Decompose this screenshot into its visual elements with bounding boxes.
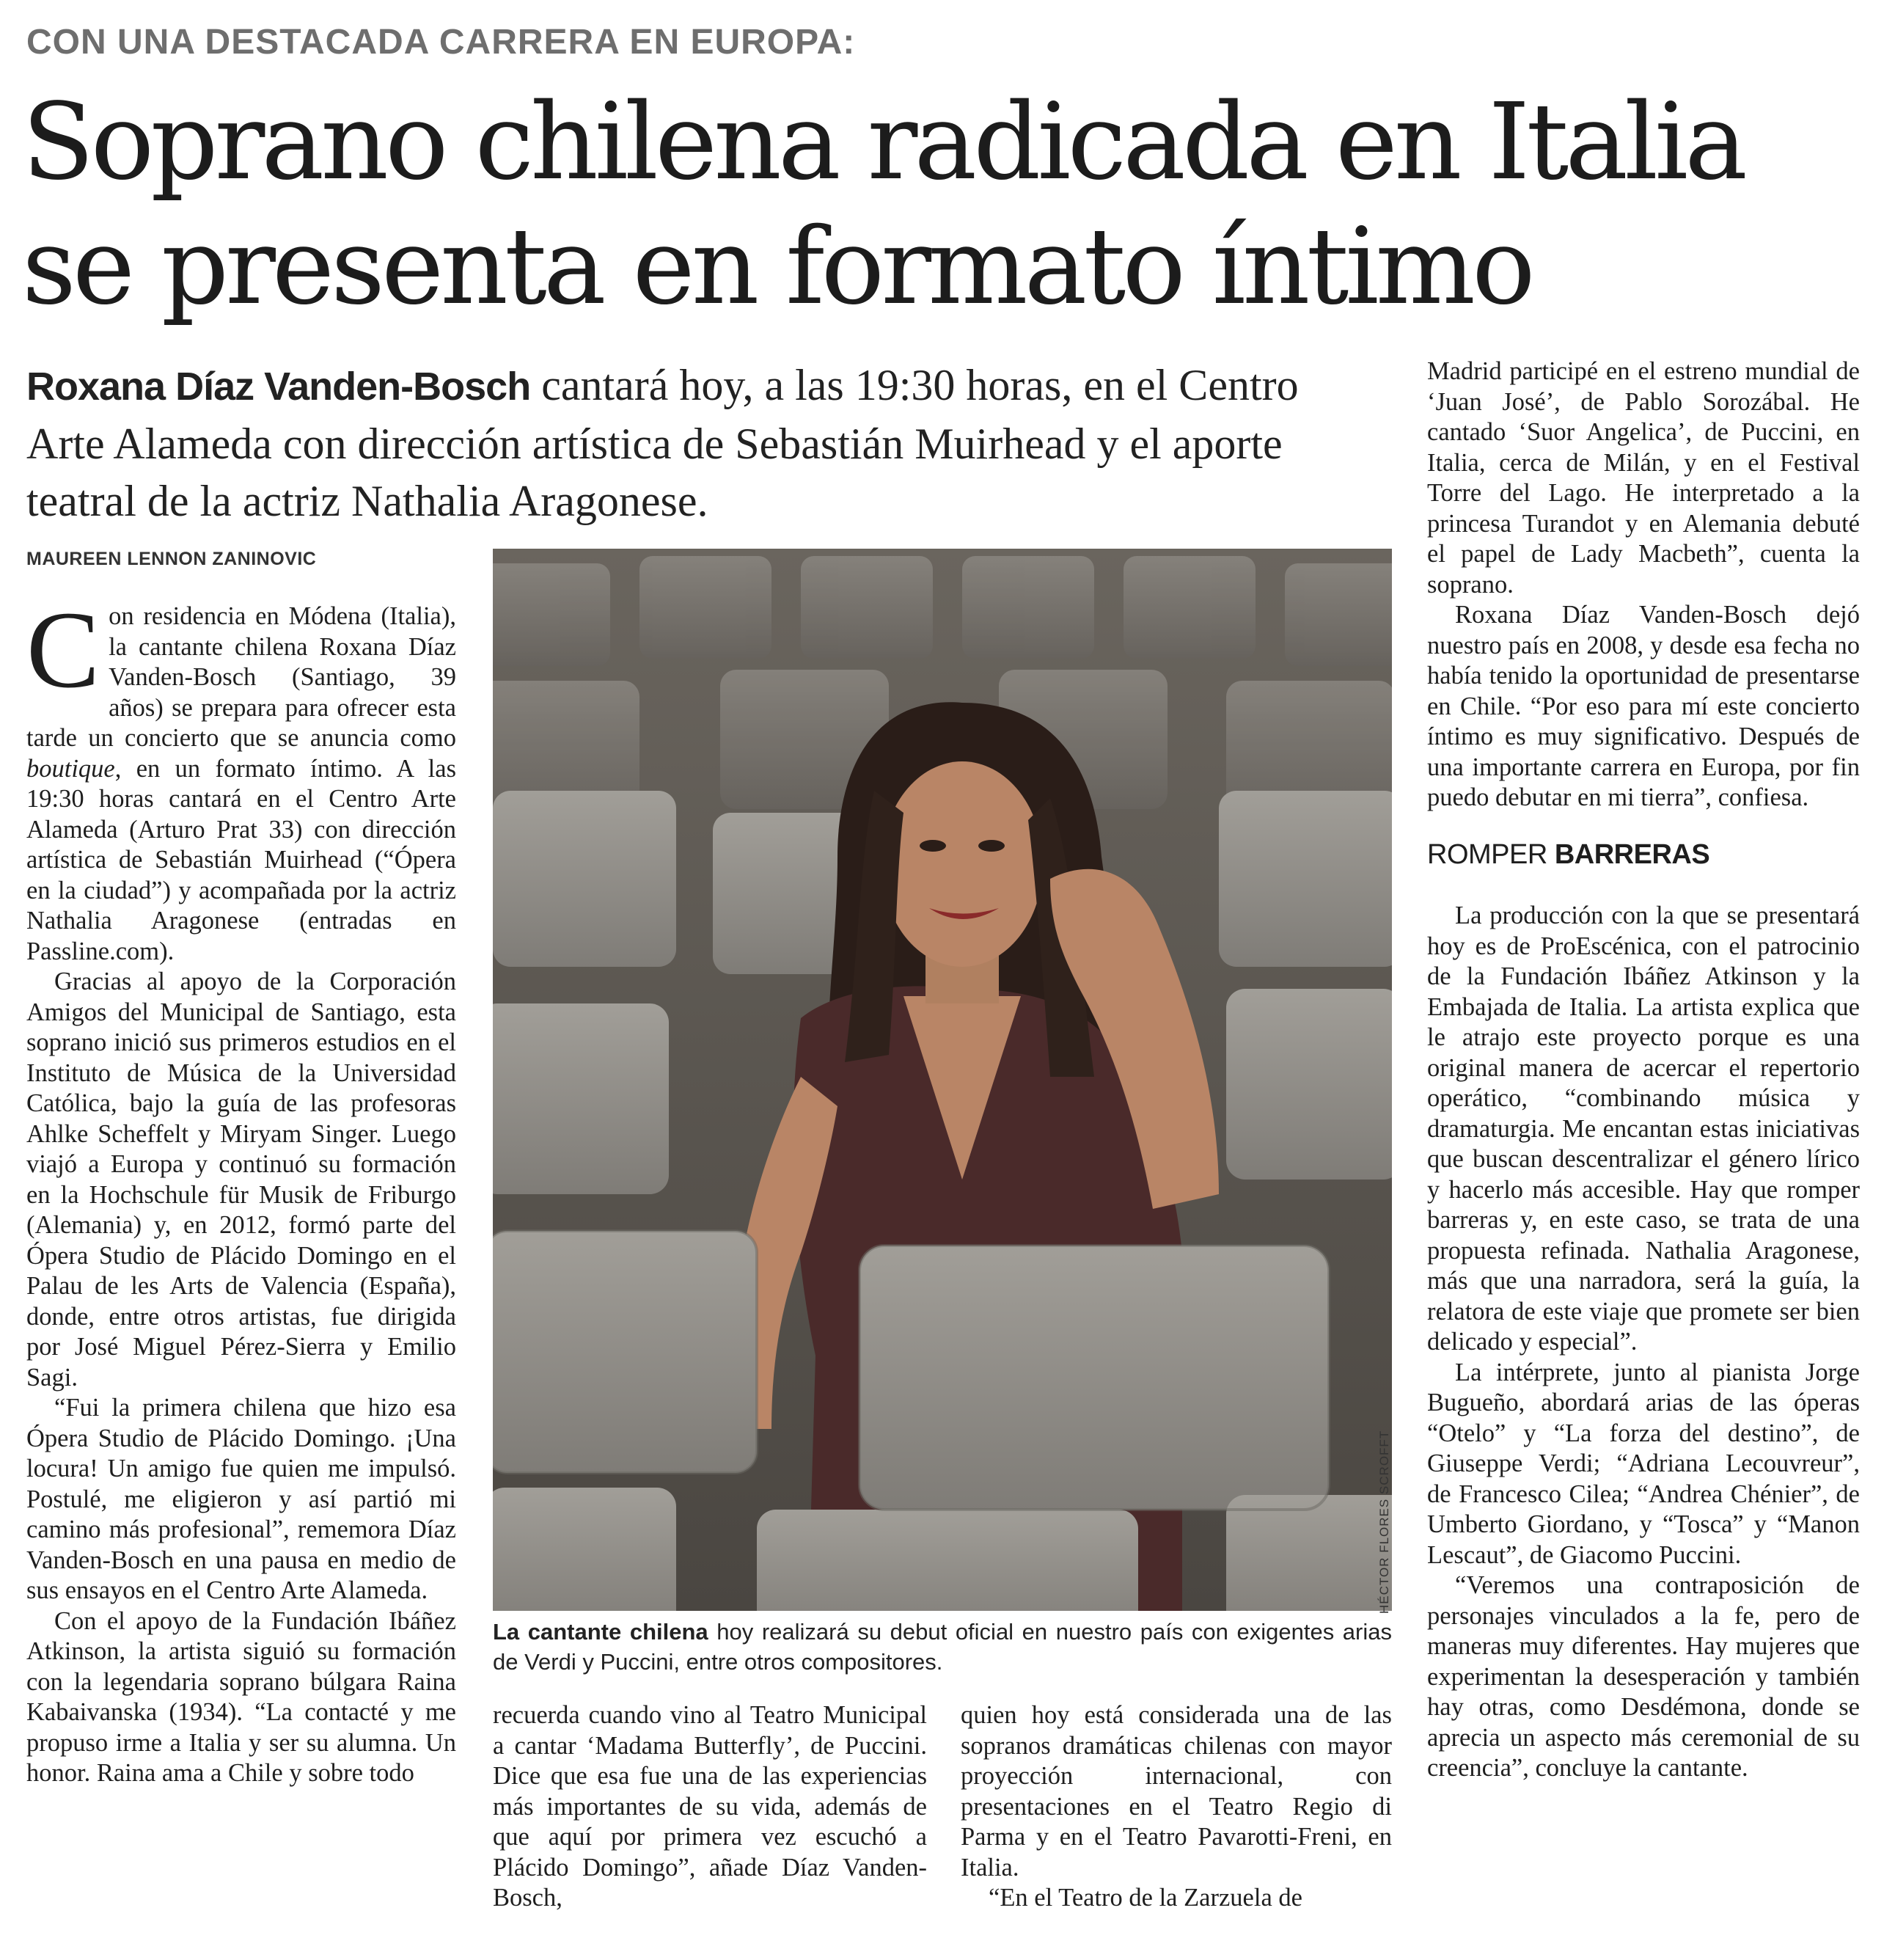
paragraph: recuerda cuando vino al Teatro Municipal a cantar ‘Madama Butterfly’, de Puccini. Dice que esa fue una de las experiencias más importantes de su vida, además de que aquí por primera vez escuchó a Plácido Domingo”, añade Díaz Vanden-Bosch, (493, 1701, 927, 1912)
paragraph: quien hoy está considerada una de las sopranos dramáticas chilenas con mayor proyección internacional, con presentaciones en el Teatro Regio di Parma y en el Teatro Pavarotti-Freni, en Italia. (961, 1701, 1392, 1882)
subheading (1427, 840, 1860, 871)
drop-cap: C (26, 589, 100, 711)
byline: MAUREEN LENNON ZANINOVIC (26, 549, 317, 569)
column-2 (493, 1700, 927, 1950)
column-1 (26, 589, 456, 1944)
subheading-light: ROMPER (1427, 838, 1547, 870)
column-3 (961, 1700, 1392, 1950)
caption-text: hoy realizará su debut oficial en nuestro país con exigentes arias de Verdi y Puccini, entre otros compositores. (493, 1619, 1392, 1675)
headline-line-2: se presenta en formato íntimo (22, 205, 1532, 328)
headline (22, 79, 1745, 329)
paragraph: Roxana Díaz Vanden-Bosch dejó nuestro país en 2008, y desde esa fecha no había tenido la oportunidad de presentarse en Chile. “Por eso para mí este concierto íntimo es muy significativo. Después de una importante carrera en Europa, por fin puedo debutar en mi tierra”, confiesa. (1427, 601, 1860, 811)
column-4 (1427, 356, 1860, 1952)
paragraph-text: , en un formato íntimo. A las 19:30 horas cantará en el Centro Arte Alameda (Arturo Prat 33) con dirección artística de Sebastián Muirhead (“Ópera en la ciudad”) y acompañada por la actriz Nathalia Aragonese (entradas en Passline.com). (26, 754, 456, 965)
lead-paragraph (26, 356, 1383, 525)
caption-bold: La cantante chilena (493, 1619, 708, 1645)
paragraph: Gracias al apoyo de la Corporación Amigos del Municipal de Santiago, esta soprano inició sus primeros estudios en el Instituto de Música de la Universidad Católica, bajo la guía de las profesoras Ahlke Scheffelt y Miryam Singer. Luego viajó a Europa y continuó su formación en la Hochschule für Musik de Friburgo (Alemania) y, en 2012, formó parte del Ópera Studio de Plácido Domingo en el Palau de les Arts de Valencia (España), donde, entre otros artistas, fue dirigida por José Miguel Pérez-Sierra y Emilio Sagi. (26, 968, 456, 1392)
photo-illustration (493, 549, 1392, 1611)
paragraph: “Veremos una contraposición de personajes vinculados a la fe, pero de maneras muy diferentes. Hay mujeres que experimentan la desesperación y también hay otras, como Desdémona, donde se aprecia un aspecto más ceremonial de su creencia”, concluye la cantante. (1427, 1571, 1860, 1782)
paragraph: La producción con la que se presentará hoy es de ProEscénica, con el patrocinio de la Fundación Ibáñez Atkinson y la Embajada de Italia. La artista explica que le atrajo este proyecto porque es una original manera de acercar el repertorio operático, “combinando música y dramaturgia. Me encantan estas iniciativas que buscan descentralizar el género lírico y hacerlo más accesible. Hay que romper barreras y, en este caso, se trata de una propuesta refinada. Nathalia Aragonese, más que una narradora, será la guía, la relatora de este viaje que promete ser bien delicado y especial”. (1427, 902, 1860, 1356)
headline-line-1: Soprano chilena radicada en Italia (22, 80, 1745, 203)
photo-caption (493, 1617, 1392, 1683)
subheading-bold: BARRERAS (1554, 838, 1710, 870)
paragraph (26, 589, 456, 967)
lead-name: Roxana Díaz Vanden-Bosch (26, 365, 531, 409)
photo-credit: HÉCTOR FLORES SCROFFT (1377, 1430, 1391, 1614)
emphasis-boutique: boutique (26, 754, 115, 783)
article-photo (493, 549, 1392, 1611)
paragraph-text: on residencia en Módena (Italia), la cantante chilena Roxana Díaz Vanden-Bosch (Santiago, 39 años) se prepara para ofrecer esta tarde un concierto que se anuncia como (26, 602, 456, 752)
paragraph: Con el apoyo de la Fundación Ibáñez Atkinson, la artista siguió su formación con la legendaria soprano búlgara Raina Kabaivanska (1934). “La contacté y me propuso irme a Italia y ser su alumna. Un honor. Raina ama a Chile y sobre todo (26, 1606, 456, 1787)
kicker: CON UNA DESTACADA CARRERA EN EUROPA: (26, 23, 856, 62)
paragraph: La intérprete, junto al pianista Jorge Bugueño, abordará arias de las óperas “Otelo” y “La forza del destino”, de Giuseppe Verdi; “Adriana Lecouvreur”, de Francesco Cilea; “Andrea Chénier”, de Umberto Giordano, y “Tosca” y “Manon Lescaut”, de Giacomo Puccini. (1427, 1358, 1860, 1569)
lead-text: cantará hoy, a las 19:30 horas, en el Centro Arte Alameda con dirección artística de Sebastián Muirhead y el aporte teatral de la actriz Nathalia Aragonese. (26, 361, 1299, 525)
paragraph: “En el Teatro de la Zarzuela de (989, 1884, 1302, 1912)
paragraph: Madrid participé en el estreno mundial de ‘Juan José’, de Pablo Sorozábal. He cantado ‘Suor Angelica’, de Puccini, en Italia, cerca de Milán, y en el Festival Torre del Lago. He interpretado a la princesa Turandot y en Alemania debuté el papel de Lady Macbeth”, cuenta la soprano. (1427, 357, 1860, 599)
paragraph: “Fui la primera chilena que hizo esa Ópera Studio de Plácido Domingo. ¡Una locura! Un amigo fue quien me impulsó. Postulé, me eligieron y así partió mi camino más profesional”, rememora Díaz Vanden-Bosch en una pausa en medio de sus ensayos en el Centro Arte Alameda. (26, 1394, 456, 1604)
